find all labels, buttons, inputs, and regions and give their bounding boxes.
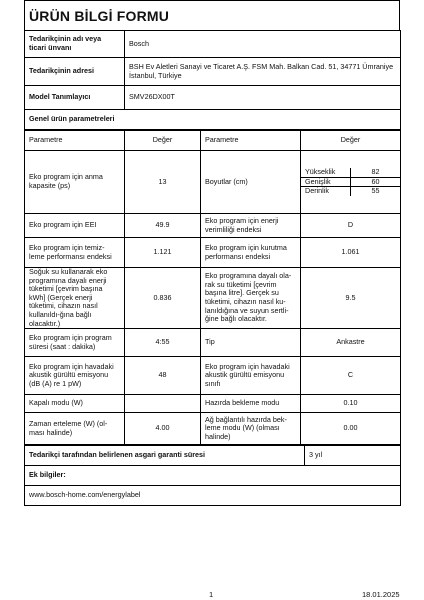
supplier-address-label: Tedarikçinin adresi [25, 58, 125, 86]
delay-start-label: Zaman erteleme (W) (ol-ması halinde) [25, 413, 125, 445]
model-label: Model Tanımlayıcı [25, 86, 125, 110]
water-consumption-value: 9.5 [301, 268, 401, 329]
capacity-label: Eko program için anma kapasite (ps) [25, 151, 125, 214]
product-info-sheet [24, 0, 400, 506]
cleaning-label: Eko program için temiz-leme performansı endeksi [25, 238, 125, 268]
energy-consumption-value: 0.836 [125, 268, 201, 329]
duration-label: Eko program için program süresi (saat : dakika) [25, 329, 125, 357]
param-header-right: Parametre [201, 131, 301, 151]
networked-standby-value: 0.00 [301, 413, 401, 445]
cleaning-value: 1.121 [125, 238, 201, 268]
drying-label: Eko program için kurutma performansı endeksi [201, 238, 301, 268]
extra-info-row [25, 466, 401, 486]
supplier-name-row [25, 31, 401, 58]
energy-class-value: D [301, 214, 401, 238]
dimension-row-depth [301, 187, 400, 196]
off-mode-label: Kapalı modu (W) [25, 395, 125, 413]
capacity-value: 13 [125, 151, 201, 214]
type-value: Ankastre [301, 329, 401, 357]
warranty-row [25, 446, 401, 466]
duration-value: 4:55 [125, 329, 201, 357]
supplier-name-value: Bosch [125, 31, 401, 58]
dimension-width-value: 60 [351, 177, 401, 187]
standby-value: 0.10 [301, 395, 401, 413]
page-title: ÜRÜN BİLGİ FORMU [29, 7, 170, 24]
noise-value: 48 [125, 357, 201, 395]
warranty-label: Tedarikçi tarafından belirlenen asgari garanti süresi [25, 446, 305, 466]
energy-label-link-row [25, 486, 401, 506]
delay-start-value: 4.00 [125, 413, 201, 445]
supplier-name-label: Tedarikçinin adı veya ticari ünvanı [25, 31, 125, 58]
water-consumption-label: Eko programına dayalı ola-rak su tüketimi [çevrim başına litre]. Gerçek su tüketimi, cihazın nasıl ku-lanıldığına ve suyun sertli-ğine bağlı olacaktır. [201, 268, 301, 329]
document-date: 18.01.2025 [362, 590, 400, 599]
dimension-width-label: Genişlik [301, 177, 351, 187]
supplier-address-value: BSH Ev Aletleri Sanayi ve Ticaret A.Ş. FSM Mah. Balkan Cad. 51, 34771 Ümraniye İstanbul, Türkiye [125, 58, 401, 86]
noise-row [25, 357, 401, 395]
general-params-row [25, 110, 401, 130]
model-row [25, 86, 401, 110]
dimension-row-height [301, 168, 400, 177]
networked-standby-label: Ağ bağlantılı hazırda bek-leme modu (W) (olması halinde) [201, 413, 301, 445]
value-header-left: Değer [125, 131, 201, 151]
dimension-height-value: 82 [351, 168, 401, 177]
dimension-depth-label: Derinlik [301, 187, 351, 196]
warranty-table [24, 445, 401, 506]
params-header-row [25, 131, 401, 151]
cleaning-drying-row [25, 238, 401, 268]
eei-value: 49.9 [125, 214, 201, 238]
page-number: 1 [209, 590, 214, 599]
type-label: Tip [201, 329, 301, 357]
noise-class-value: C [301, 357, 401, 395]
dimensions-table [301, 168, 400, 196]
param-header-left: Parametre [25, 131, 125, 151]
warranty-value: 3 yıl [305, 446, 401, 466]
energy-label-link[interactable]: www.bosch-home.com/energylabel [25, 486, 401, 506]
supplier-table [24, 30, 401, 130]
power-modes-row [25, 395, 401, 413]
energy-consumption-label: Soğuk su kullanarak eko programına dayalı enerji tüketimi [çevrim başına kWh] (Gerçek enerji tüketimi, cihazın nasıl kullanıldı-ğına bağlı olacaktır.) [25, 268, 125, 329]
duration-type-row [25, 329, 401, 357]
supplier-address-row [25, 58, 401, 86]
standby-label: Hazırda bekleme modu [201, 395, 301, 413]
energy-class-label: Eko program için enerji verimliliği endeksi [201, 214, 301, 238]
dimension-depth-value: 55 [371, 186, 380, 196]
off-mode-value [125, 395, 201, 413]
delay-network-row [25, 413, 401, 445]
params-table [24, 130, 401, 445]
noise-label: Eko program için havadaki akustik gürültü emisyonu (dB (A) re 1 pW) [25, 357, 125, 395]
title-row [24, 0, 400, 30]
general-params-label: Genel ürün parametreleri [25, 110, 401, 130]
noise-class-label: Eko program için havadaki akustik gürültü emisyonu sınıfı [201, 357, 301, 395]
capacity-dimensions-row [25, 151, 401, 214]
dimensions-label: Boyutlar (cm) [201, 151, 301, 214]
model-value: SMV26DX00T [125, 86, 401, 110]
eei-label: Eko program için EEI [25, 214, 125, 238]
consumption-row [25, 268, 401, 329]
value-header-right: Değer [301, 131, 401, 151]
eei-row [25, 214, 401, 238]
dimensions-cell [301, 151, 401, 214]
extra-info-label: Ek bilgiler: [25, 466, 401, 486]
drying-value: 1.061 [301, 238, 401, 268]
dimension-height-label: Yükseklik [301, 168, 351, 177]
